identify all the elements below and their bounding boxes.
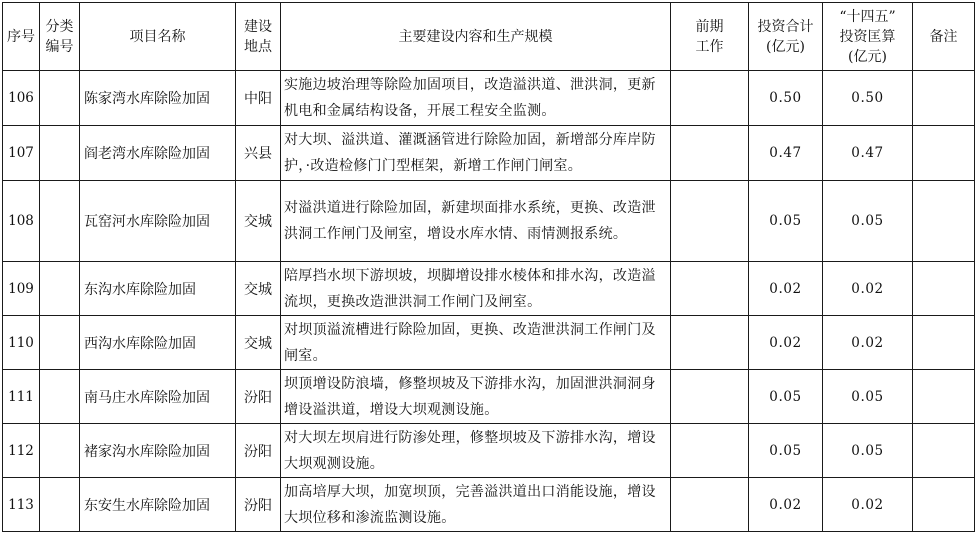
row-preliminary	[671, 424, 749, 478]
table-row	[3, 478, 975, 532]
row-investment-14th: 0.05	[823, 370, 913, 424]
row-content: 陪厚挡水坝下游坝坡，坝脚增设排水棱体和排水沟，改造溢流坝，更换改造泄洪洞工作闸门及闸室。	[281, 262, 671, 316]
row-remarks	[913, 71, 975, 126]
row-investment-14th: 0.02	[823, 262, 913, 316]
row-investment-total: 0.02	[749, 316, 823, 370]
row-seq: 109	[3, 262, 40, 316]
header-investment-total: 投资合计 (亿元)	[749, 3, 823, 71]
row-category	[40, 126, 80, 181]
row-preliminary	[671, 262, 749, 316]
row-location: 兴县	[236, 126, 281, 181]
row-seq: 108	[3, 181, 40, 262]
row-seq: 113	[3, 478, 40, 532]
row-project-name: 西沟水库除险加固	[80, 316, 236, 370]
row-investment-total: 0.50	[749, 71, 823, 126]
row-category	[40, 478, 80, 532]
row-remarks	[913, 478, 975, 532]
row-preliminary	[671, 126, 749, 181]
row-category	[40, 71, 80, 126]
header-remarks: 备注	[913, 3, 975, 71]
row-project-name: 褚家沟水库除险加固	[80, 424, 236, 478]
row-content: 对坝顶溢流槽进行除险加固，更换、改造泄洪洞工作闸门及闸室。	[281, 316, 671, 370]
row-project-name: 南马庄水库除险加固	[80, 370, 236, 424]
row-remarks	[913, 370, 975, 424]
row-content: 加高培厚大坝，加宽坝顶，完善溢洪道出口消能设施，增设大坝位移和渗流监测设施。	[281, 478, 671, 532]
row-investment-14th: 0.47	[823, 126, 913, 181]
row-location: 汾阳	[236, 478, 281, 532]
row-category	[40, 370, 80, 424]
header-row	[3, 3, 975, 71]
header-category: 分类 编号	[40, 3, 80, 71]
row-project-name: 东沟水库除险加固	[80, 262, 236, 316]
row-project-name: 阎老湾水库除险加固	[80, 126, 236, 181]
header-location: 建设 地点	[236, 3, 281, 71]
row-content: 对大坝、溢洪道、灌溉涵管进行除险加固，新增部分库岸防护，·改造检修门门型框架，新增工作闸门闸室。	[281, 126, 671, 181]
row-investment-total: 0.47	[749, 126, 823, 181]
header-investment-14th: “十四五” 投资匡算 (亿元)	[823, 3, 913, 71]
header-content: 主要建设内容和生产规模	[281, 3, 671, 71]
row-investment-total: 0.05	[749, 181, 823, 262]
row-seq: 107	[3, 126, 40, 181]
row-remarks	[913, 424, 975, 478]
row-location: 交城	[236, 316, 281, 370]
row-seq: 106	[3, 71, 40, 126]
row-investment-14th: 0.05	[823, 424, 913, 478]
row-category	[40, 181, 80, 262]
row-preliminary	[671, 316, 749, 370]
row-investment-total: 0.02	[749, 478, 823, 532]
header-preliminary: 前期 工作	[671, 3, 749, 71]
row-preliminary	[671, 181, 749, 262]
row-content: 对溢洪道进行除险加固，新建坝面排水系统，更换、改造泄洪洞工作闸门及闸室，增设水库水情、雨情测报系统。	[281, 181, 671, 262]
row-location: 中阳	[236, 71, 281, 126]
row-investment-total: 0.05	[749, 370, 823, 424]
row-remarks	[913, 181, 975, 262]
row-remarks	[913, 316, 975, 370]
row-preliminary	[671, 370, 749, 424]
row-project-name: 瓦窑河水库除险加固	[80, 181, 236, 262]
row-project-name: 陈家湾水库除险加固	[80, 71, 236, 126]
row-preliminary	[671, 478, 749, 532]
header-project-name: 项目名称	[80, 3, 236, 71]
row-content: 对大坝左坝肩进行防渗处理，修整坝坡及下游排水沟，增设大坝观测设施。	[281, 424, 671, 478]
row-content: 坝顶增设防浪墙，修整坝坡及下游排水沟，加固泄洪洞洞身增设溢洪道，增设大坝观测设施。	[281, 370, 671, 424]
row-content: 实施边坡治理等除险加固项目，改造溢洪道、泄洪洞，更新机电和金属结构设备，开展工程安全监测。	[281, 71, 671, 126]
row-investment-14th: 0.02	[823, 478, 913, 532]
row-investment-14th: 0.50	[823, 71, 913, 126]
row-preliminary	[671, 71, 749, 126]
header-seq: 序号	[3, 3, 40, 71]
row-category	[40, 424, 80, 478]
row-category	[40, 262, 80, 316]
row-remarks	[913, 126, 975, 181]
row-investment-total: 0.05	[749, 424, 823, 478]
table-row	[3, 181, 975, 262]
row-seq: 110	[3, 316, 40, 370]
table-row	[3, 316, 975, 370]
project-table	[2, 2, 975, 532]
row-investment-14th: 0.05	[823, 181, 913, 262]
row-investment-total: 0.02	[749, 262, 823, 316]
row-location: 交城	[236, 181, 281, 262]
row-project-name: 东安生水库除险加固	[80, 478, 236, 532]
table-row	[3, 370, 975, 424]
row-seq: 112	[3, 424, 40, 478]
table-row	[3, 126, 975, 181]
table-row	[3, 424, 975, 478]
row-location: 汾阳	[236, 370, 281, 424]
row-category	[40, 316, 80, 370]
table-row	[3, 71, 975, 126]
row-location: 汾阳	[236, 424, 281, 478]
table-row	[3, 262, 975, 316]
row-seq: 111	[3, 370, 40, 424]
row-remarks	[913, 262, 975, 316]
row-location: 交城	[236, 262, 281, 316]
row-investment-14th: 0.02	[823, 316, 913, 370]
